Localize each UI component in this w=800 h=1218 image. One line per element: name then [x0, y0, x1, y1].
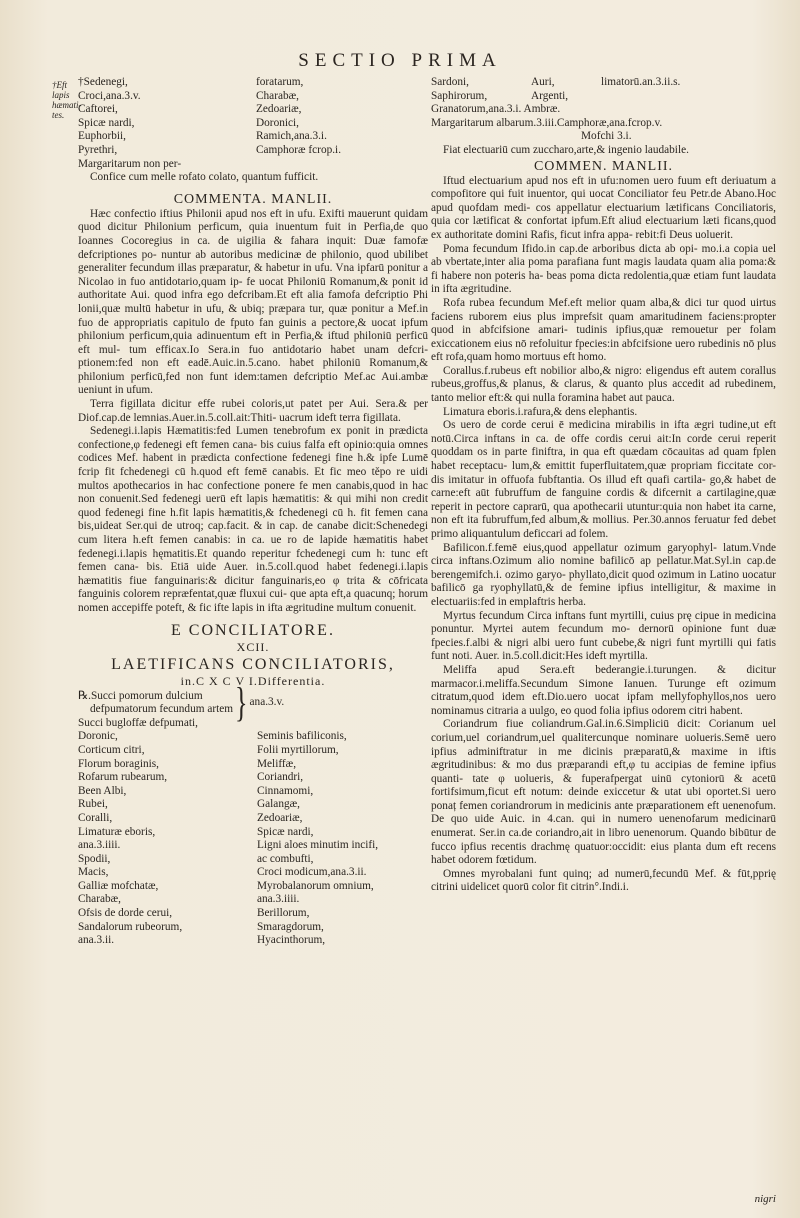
ingredient-item: foratarum, — [256, 76, 304, 88]
left-column — [78, 76, 428, 948]
paragraph: Corallus.f.rubeus eft nobilior albo,& nigro: eligendus eft autem corallus rubeus,groffus,& planus, & clarus, & quanto plus accedit ad rubedinem, tanto melior eft:& qui nulla foramina habet aut pauca. — [431, 364, 776, 405]
ingredient-item: Croci,ana.3.v. — [78, 89, 141, 102]
ingredient-line: Succi bugloffæ defpumati, — [78, 716, 198, 729]
paragraph: Coriandrum fiue coliandrum.Gal.in.6.Simpliciū dicit: Corianum uel corium,uel coriandrum,uel qualitercunque nominare uolueris.Semē uero ipfius adminiftratur in me dicinis præparatū,& maxime in iftis ægritudinibus: & mo dus præparandi eft,φ tu accipias de femine ipfius quanti- tate φ uolueris, & fuperafpergat uinū cytoniorū & acetū fortifsimum,ficut eft notum: deinde exiccetur & utat ubi oportet.Si uero ponaț femen coriandrorum in medicinis ante præparationem eft uenenofum. De quo uide Auic. in 4.can. qui in numero uenenofarum medicinarū enumerat. Ser.in ca.de coriandro,ait in libro uenenorum. Quando bibūtur de fucco ipfius recentis drachmę quatuor:occidit: eius planta dum eft recens habet odorem fœtidum. — [431, 718, 776, 867]
preparation-line: Confice cum melle rofato colato, quantum fufficit. — [90, 171, 319, 184]
ingredient-item: Sandalorum rubeorum, — [78, 920, 183, 933]
ingredient-item: ana.3.iiii. — [78, 839, 121, 852]
paragraph: Omnes myrobalani funt quinq; ad numerū,fecundū Mef. & fūt,pprię citrini uidelicet quorū color fit citrin°.Indi.i. — [431, 867, 776, 894]
ingredient-item: Macis, — [78, 866, 109, 879]
ingredient-item: Galangæ, — [257, 798, 300, 811]
ingredient-item: Doronic, — [78, 730, 118, 743]
ingredient-line: defpumatorum fecundum artem — [90, 703, 234, 716]
ingredient-item: Pyrethri, — [78, 143, 118, 156]
ingredient-item: ana.3.ii. — [78, 934, 115, 947]
section-number: XCII. — [236, 639, 270, 654]
paragraph: Meliffa apud Sera.eft bederangie.i.turungen. & dicitur marmacor.i.meliffa.Secundum Simone Ianuen. Turunge eft ozimum citratum,quod idem eft.Dio.uero uocat ipfam mellyfophyllos,nos uero nominamus citraria a uulgo, eo quod folia ipfius odorem citri habent. — [431, 663, 776, 717]
right-column — [431, 76, 776, 895]
ingredient-item: Spicæ nardi, — [257, 825, 314, 838]
ingredient-item: †Sedenegi, — [78, 76, 128, 88]
ingredient-row — [431, 76, 776, 90]
ingredient-item: Sardoni, — [431, 76, 469, 88]
paragraph: Os uero de corde cerui ē medicina mirabilis in ifta ægri tudine,ut eft notū.Circa inftans in ca. de offe cordis cerui ait:In corde cerui reperit quoddam os in parte finiftra, in qua eft quædam cōcauitas ad quam fplen habet receptacu- lum,& emittit fuperfluitatem,quæ propriam ficcitate cor- dis imitatur in offuofa fubftantia. Os illud eft quafi cartila- go,& habet de carne:eft aūt fubruffum de fanguine cordis & difcernit a cartilagine,quæ reperit in pectore caprarū, qua apothecarii utuntur:quia non habet ita carne, non eft ita fubruffum,fed album,& mollius. Per.30.annos feruatur fed debet primo aliquantulum deficcari ad folem. — [431, 419, 776, 540]
section-heading: COMMENTA. MANLII. — [173, 191, 333, 207]
ingredient-top-lines — [431, 76, 776, 103]
brace-icon: } — [235, 679, 248, 726]
ingredient-item: Charabæ, — [78, 893, 121, 906]
running-head: SECTIO PRIMA — [298, 50, 502, 71]
paragraph: Terra figillata dicitur effe rubei coloris,ut patet per Aui. Sera.& per Diof.cap.de lemnias.Auer.in.5.coll.ait:Thiti- uacrum ideft terra figillata. — [78, 398, 428, 424]
recipe-title: LAETIFICANS CONCILIATORIS, — [111, 655, 395, 673]
paragraph: Poma fecundum Ifido.in cap.de arboribus dicta ab opi- mo.i.a copia uel ab vbertate,inter alia poma parafiana funt magis laudata quam alia poma:& fi habere non poteris ha- beas poma dicta redolentia,quæ etiam funt laudata in ifta ægritudine. — [431, 242, 776, 296]
ingredient-item: Zedoariæ, — [257, 811, 303, 824]
ingredient-item: Saphirorum, — [431, 89, 488, 102]
ingredient-item: Ligni aloes minutim incifi, — [257, 839, 379, 852]
ingredient-list-a — [78, 76, 428, 158]
paragraph: Iftud electuarium apud nos eft in ufu:nomen uero fuum eft deriuatum a compofitore qui fuit inuentor, qui uocat Conciliator feu Petr.de Abano.Hoc apud quofdam medi- cos appellatur electuarium lætificans Conciliatoris, quia cor lætificat & confortat ipfum.Eft aliud electuarium læti ficans,quod ex authoritate domini Rafis, ficut infra appa- rebit:fi Deus uoluerit. — [431, 174, 776, 241]
ingredient-item: Coriandri, — [257, 771, 304, 784]
ingredient-item: Berillorum, — [257, 907, 310, 920]
ingredient-item: Meliffæ, — [257, 757, 297, 770]
ingredient-amount: ana.3.v. — [249, 696, 285, 709]
ingredient-list-b — [78, 730, 428, 948]
ingredient-item: Coralli, — [78, 811, 113, 824]
ingredient-item: Myrobalanorum omnium, — [257, 879, 374, 892]
catchword: nigri — [754, 1193, 776, 1205]
ingredient-item: ana.3.iiii. — [257, 893, 300, 906]
ingredient-line: Margaritarum non per- — [78, 157, 182, 170]
ingredient-line: ℞.Succi pomorum dulcium — [78, 689, 203, 702]
ingredient-item: Charabæ, — [256, 89, 299, 102]
ingredient-item: Folii myrtillorum, — [257, 743, 339, 756]
paragraph: Rofa rubea fecundum Mef.eft melior quam alba,& dici tur quod uirtus faciens ruborem eius plus imprefsit quam amaritudinem faciens:propter quod in abfcifsione amari- tudinis ipfius,quæ remouetur per folam exiccationem eius nō refoluitur fpecies:in abfcifsione uero rubedinis nō plus eft rofa,quam homo mortuus eft homo. — [431, 296, 776, 364]
ingredient-item: Argenti, — [531, 89, 569, 102]
ingredient-item: Croci modicum,ana.3.ii. — [257, 866, 367, 879]
ingredient-item: Florum boraginis, — [78, 757, 159, 770]
paragraph: Bafilicon.f.femē eius,quod appellatur ozimum garyophyl- latum.Vnde circa inftans.Ozimum alio nomine bafilicō ap pellatur.Mat.Syl.in cap.de berengemifch.i. ozimo garyo- phyllato,dicit quod ozimum in Latino uocatur bafilicō ga ryophyllatū,& de femine ipfius intelligitur, & maxime in electuariis:fed in emplaftris herba. — [431, 541, 776, 608]
ingredient-item: Auri, — [531, 76, 555, 88]
paragraph: Hæc confectio iftius Philonii apud nos eft in ufu. Exifti mauerunt quidam quod dicitur Philonium perficum, quia inuentum fuit in Perfia,de quo Ioannes Cocoregius in ca. de uigilia & fahara inquit: Duæ famofæ defcriptiones po- nuntur ab autoribus medicinæ de philonio, quod ubilibet generaliter fecundum illas præparatur, & habetur in ufu. Vna ipfarū ponitur a Nicolao in fuo antidotario,quam ip- fe uocat Philoniū Romanum,& ponit id authoritate Aui. quod infra ego defcribam.Et eft alia famofa defcriptio Phi lonii,quæ multū habetur in ufu, & ubiq; præpara tur, quæ ponitur a Mef.in fuo de appropriatis capitulo de fputo fan guinis a pectore,& uocat ipfum philonium perficum,quia adinuentum eft in Perfia,& iftud philoniū perficū eft mul- tum efficax.Io Sera.in fuo antidotario habet unam defcri- ptionem:fed non eft eadē.Auic.in.5.cano. habet philoniū Romanum,& philonium perficū,fed non funt idem:tamen defcriptio Mef.ac Aui.ambæ ueniunt in ufum. — [78, 207, 428, 397]
ingredient-item: limatorū.an.3.ii.s. — [601, 76, 681, 88]
ingredient-item: Ramich,ana.3.i. — [256, 130, 327, 143]
ingredient-line: Margaritarum albarum.3.iii.Camphoræ,ana.fcrop.v. — [431, 116, 663, 129]
paragraph: Sedenegi.i.lapis Hæmatitis:fed Lumen tenebrofum ex ponit in prædicta confectione,φ fedenegi eft femen cana- bis cuius falfa eft opinio:quia omnes codices Mef. habent in prædicta confectione fedenegi fine h.& ipfe Lumē fcrip fit fchedenegi cū h.quod eft femē canabis. Et fic meo těpo re uidi multos apothecarios in hac confectione ponere fe men canabis,quod in hac non conuenit.Sed fedenegi uerū eft lapis hæmatitis: & qui mihi non credit quod fedenegi fine h.fit lapis hæmatitis,& fchedenegi cū h. fit femen cana bis,uideat Ser.qui de utroq; cap.facit. & in cap. de canabe dicit:Schenedegi cum litera h.eft femen canabis: in ca. ue ro de lapide hæmatitis habet fedenegi.i.lapis hęmatitis.Et quando reperitur fchedenegi cum h: tunc eft femen cana- bis. Etiā uide Auer. in.5.coll.quod habet fedenegi.i.lapis hæmatitis fiue fanguinaris:& dicitur fanguinaris,eo φ trita & cōfricata fanguinis colorem repræfentat,quæ fluxui cui- que apta eft,a quacunq; horum nomen accepiffe poteft, & fic ifte lapis in ifta ægritudine multum conuenit. — [78, 425, 428, 614]
ingredient-item: Spicæ nardi, — [78, 116, 135, 129]
paragraph: Limatura eboris.i.rafura,& dens elephantis. — [443, 405, 638, 418]
ingredient-item: Rofarum rubearum, — [78, 771, 168, 784]
ingredient-item: Caftorei, — [78, 103, 118, 116]
section-heading: E CONCILIATORE. — [171, 621, 335, 639]
ingredient-item: Seminis bafiliconis, — [257, 730, 347, 743]
ingredient-item: Euphorbii, — [78, 130, 127, 143]
ingredient-item: Zedoariæ, — [256, 103, 302, 116]
recipe-subtitle: in.C X C V I.Differentia. — [180, 673, 326, 688]
ingredient-item: Spodii, — [78, 852, 111, 865]
ingredient-item: Camphoræ fcrop.i. — [256, 143, 342, 156]
ingredient-item: Limaturæ eboris, — [78, 825, 156, 838]
preparation-line: Fiat electuariū cum zuccharo,arte,& ingenio laudabile. — [443, 143, 689, 156]
paragraph: Myrtus fecundum Circa inftans funt myrtilli, cuius prę cipue in medicina ponuntur. Myrtei autem fecundum mo- dernorū opinione funt duæ fpecies.f.albi & nigri albi uero funt cubebe,& nigri funt myrtilli qui fatis funt noti. Auer. in.5.coll.dicit:Hes ideft myrtilla. — [431, 609, 776, 663]
section-heading: COMMEN. MANLII. — [533, 158, 674, 174]
ingredient-item: Ofsis de dorde cerui, — [78, 907, 173, 920]
ingredient-row — [431, 90, 776, 104]
margin-note: †Eft lapis hæmati-tes. — [52, 80, 82, 120]
ingredient-item: Doronici, — [256, 116, 299, 129]
ingredient-item: ac combufti, — [257, 852, 314, 865]
ingredient-item: Corticum citri, — [78, 743, 145, 756]
ingredient-item: Cinnamomi, — [257, 784, 314, 797]
ingredient-line: Mofchi 3.i. — [581, 130, 632, 143]
ingredient-item: Been Albi, — [78, 784, 127, 797]
ingredient-item: Smaragdorum, — [257, 920, 324, 933]
ingredient-item: Hyacinthorum, — [257, 934, 326, 947]
ingredient-item: Rubei, — [78, 798, 108, 811]
ingredient-item: Galliæ mofchatæ, — [78, 879, 159, 892]
ingredient-line: Granatorum,ana.3.i. Ambræ. — [431, 103, 561, 116]
